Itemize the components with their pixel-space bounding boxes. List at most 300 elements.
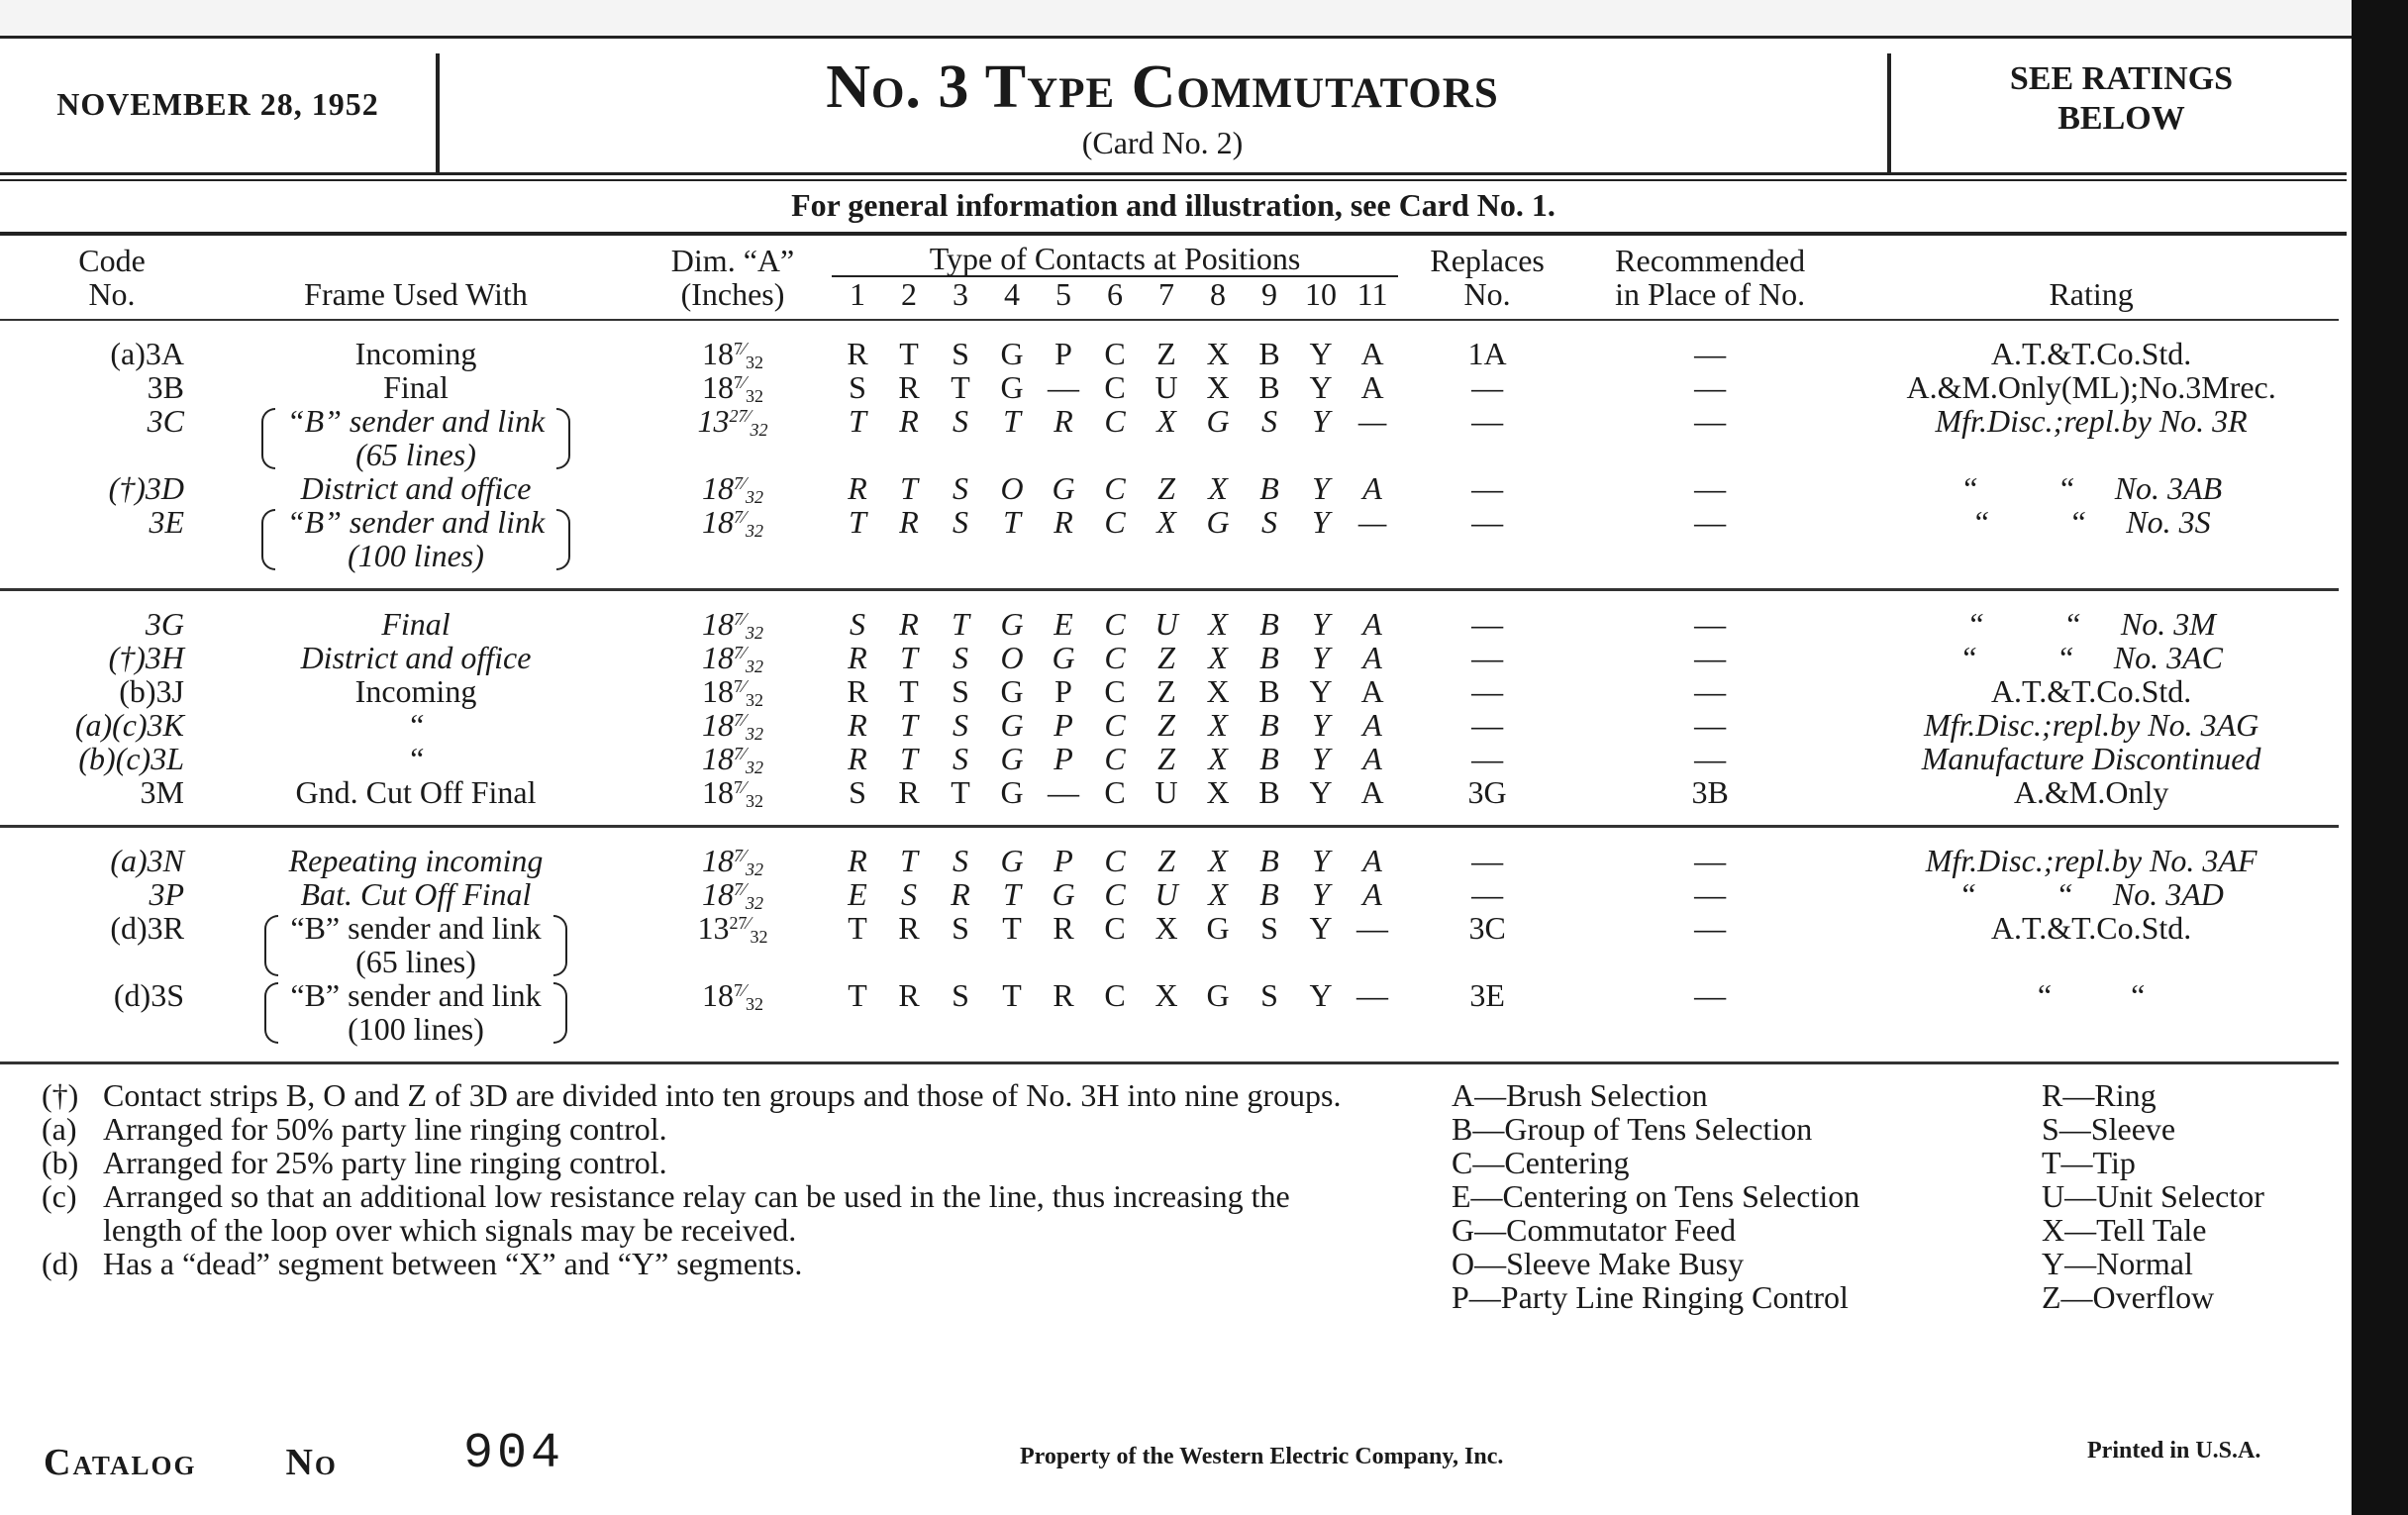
fraction-slash: ⁄ — [747, 913, 751, 933]
contact-type: A — [1362, 640, 1382, 675]
contact-type: C — [1104, 336, 1126, 371]
brace-group — [264, 911, 566, 978]
recommended-in-place-of: — — [1694, 707, 1727, 743]
contact-type: R — [1054, 403, 1073, 439]
recommended-in-place-of: — — [1694, 876, 1727, 912]
contact-type: X — [1141, 505, 1192, 590]
code-number: (b)(c)3L — [78, 741, 184, 776]
replaces-no: — — [1471, 640, 1504, 675]
contact-type: S — [953, 470, 968, 506]
contact-type: R — [1038, 978, 1089, 1063]
frame-used-with — [198, 674, 634, 708]
dim-num: 7 — [733, 777, 743, 797]
position-header: 11 — [1347, 276, 1398, 320]
dim-a — [634, 877, 832, 911]
contact-type: T — [1003, 876, 1021, 912]
footnotes — [0, 1078, 1376, 1314]
recommended-in-place-of: — — [1694, 470, 1727, 506]
see-ratings-line2: BELOW — [2057, 100, 2185, 137]
contact-type: U — [1141, 775, 1192, 827]
frame-line2: (65 lines) — [355, 437, 476, 472]
contact-type: T — [832, 505, 883, 590]
replaces-no: — — [1471, 673, 1504, 709]
top-border — [0, 0, 2352, 39]
contact-type: X — [1141, 978, 1192, 1063]
table-row — [0, 775, 2339, 827]
contact-type: — — [1356, 910, 1389, 946]
table-row — [0, 708, 2339, 742]
code-number: 3G — [145, 606, 184, 642]
rule — [0, 172, 2347, 175]
col-code-line1: Code — [78, 243, 146, 278]
contact-type: Y — [1312, 707, 1330, 743]
col-replaces-line2: No. — [1463, 276, 1511, 312]
contact-type: S — [953, 640, 968, 675]
contact-type: O — [1000, 470, 1024, 506]
footnote — [42, 1078, 1376, 1112]
replaces-no: — — [1471, 876, 1504, 912]
frame-text: Final — [383, 369, 449, 405]
footnote — [42, 1112, 1376, 1146]
footnote-mark: (c) — [42, 1178, 77, 1214]
frame-used-with — [198, 978, 634, 1063]
col-dim-line2: (Inches) — [680, 276, 785, 312]
table-row — [0, 505, 2339, 590]
dim-den: 32 — [746, 690, 763, 710]
contact-type: X — [1192, 775, 1244, 827]
legend-item: U—Unit Selector — [2042, 1178, 2264, 1214]
legend-item: X—Tell Tale — [2042, 1212, 2207, 1248]
recommended-in-place-of: — — [1694, 741, 1727, 776]
see-ratings — [1891, 36, 2352, 172]
contact-type: B — [1258, 673, 1280, 709]
frame-line1: “B” sender and link — [286, 403, 546, 439]
code-number: (d)3R — [110, 910, 184, 946]
col-dim — [634, 242, 832, 320]
footnote-mark: (d) — [42, 1246, 79, 1281]
contact-type: Y — [1312, 470, 1330, 506]
contact-type: T — [899, 336, 919, 371]
contact-type: Z — [1157, 741, 1175, 776]
contact-type: Y — [1309, 336, 1333, 371]
frame-line2: (100 lines) — [348, 1011, 484, 1047]
rating: “ “ No. 3S — [1844, 505, 2339, 590]
contact-type: P — [1054, 741, 1073, 776]
contact-type: T — [986, 978, 1038, 1063]
contact-type: Z — [1156, 336, 1176, 371]
contact-type: G — [1000, 606, 1024, 642]
frame-text: Gnd. Cut Off Final — [295, 774, 537, 810]
contact-type: S — [953, 843, 968, 878]
contact-type: P — [1054, 707, 1073, 743]
contact-type: Y — [1312, 403, 1330, 439]
contact-type: Y — [1312, 876, 1330, 912]
footnote — [42, 1146, 1376, 1179]
legend-item: O—Sleeve Make Busy — [1452, 1246, 1745, 1281]
contact-type: R — [883, 978, 935, 1063]
table-body — [0, 320, 2339, 1063]
dim-a — [634, 370, 832, 404]
dim-den: 32 — [750, 420, 768, 440]
col-rating: Rating — [1844, 242, 2339, 320]
contact-type: A — [1362, 606, 1382, 642]
contact-type: R — [951, 876, 970, 912]
code-number: 3C — [147, 403, 184, 439]
position-header: 5 — [1038, 276, 1089, 320]
fraction-slash: ⁄ — [747, 406, 751, 426]
dim-num: 7 — [733, 710, 743, 730]
frame-used-with — [198, 590, 634, 642]
dim-num: 7 — [733, 372, 743, 392]
contact-type: C — [1089, 775, 1141, 827]
position-header: 2 — [883, 276, 935, 320]
position-header: 7 — [1141, 276, 1192, 320]
dim-den: 32 — [746, 791, 763, 811]
contact-type: B — [1259, 606, 1279, 642]
contact-type: T — [952, 606, 969, 642]
contact-type: C — [1104, 470, 1126, 506]
replaces-no: — — [1471, 741, 1504, 776]
contact-type: S — [952, 336, 969, 371]
frame-text: Repeating incoming — [288, 843, 544, 878]
contact-type: Y — [1309, 673, 1333, 709]
dim-den: 32 — [746, 521, 763, 541]
dim-den: 32 — [746, 623, 763, 643]
dim-a — [634, 708, 832, 742]
contact-type: C — [1104, 673, 1126, 709]
code-number: 3M — [0, 775, 198, 827]
contact-type: T — [900, 470, 918, 506]
rating: “ “ — [1844, 978, 2339, 1063]
catalog-label — [44, 1441, 338, 1484]
replaces-no: — — [1471, 470, 1504, 506]
frame-used-with — [198, 370, 634, 404]
dim-a — [634, 505, 832, 590]
brace-group — [261, 404, 570, 471]
fraction-slash: ⁄ — [742, 710, 746, 730]
dim-num: 7 — [733, 879, 743, 899]
fraction-slash: ⁄ — [742, 372, 746, 392]
contact-type: G — [1000, 741, 1024, 776]
contact-type: T — [935, 775, 986, 827]
card-date: NOVEMBER 28, 1952 — [56, 85, 379, 122]
card-number: (Card No. 2) — [1081, 125, 1244, 160]
rating: A.&M.Only(ML);No.3Mrec. — [1906, 369, 2276, 405]
see-ratings-line1: SEE RATINGS — [2009, 60, 2234, 97]
code-number: 3B — [147, 369, 184, 405]
table-row — [0, 320, 2339, 370]
contact-type: S — [901, 876, 917, 912]
contact-type: Y — [1295, 505, 1347, 590]
dim-den: 32 — [746, 994, 763, 1014]
contact-type: G — [1192, 505, 1244, 590]
code-number: (†)3D — [108, 470, 184, 506]
table-row — [0, 911, 2339, 978]
replaces-no: — — [1471, 707, 1504, 743]
position-header: 4 — [986, 276, 1038, 320]
frame-used-with — [198, 641, 634, 674]
rating: “ “ No. 3AC — [1959, 640, 2224, 675]
contact-type: A — [1362, 876, 1382, 912]
dim-num: 7 — [733, 507, 743, 527]
frame-text: Final — [381, 606, 451, 642]
contact-type: T — [951, 369, 970, 405]
contact-type: Y — [1295, 978, 1347, 1063]
contact-type: U — [1154, 369, 1178, 405]
legend-item: G—Commutator Feed — [1452, 1212, 1737, 1248]
contact-type: S — [953, 403, 968, 439]
contact-type: — — [1357, 403, 1387, 439]
contact-type: P — [1054, 843, 1073, 878]
contact-type: X — [1208, 707, 1228, 743]
dim-num: 7 — [733, 676, 743, 696]
dim-a — [634, 590, 832, 642]
dim-whole: 18 — [701, 774, 734, 810]
fraction-slash: ⁄ — [742, 879, 746, 899]
dim-a — [634, 827, 832, 878]
contact-type: R — [847, 673, 868, 709]
dim-den: 32 — [746, 859, 763, 879]
contact-type: X — [1208, 876, 1228, 912]
dim-den: 32 — [746, 893, 763, 913]
contact-type: R — [898, 910, 920, 946]
contact-type: R — [1053, 910, 1074, 946]
contact-type: Z — [1157, 640, 1175, 675]
dim-whole: 18 — [701, 876, 734, 912]
legend-item: A—Brush Selection — [1452, 1077, 1708, 1113]
contact-type: R — [898, 369, 920, 405]
code-number: (d)3S — [0, 978, 198, 1063]
footer-notes-area — [0, 1078, 2339, 1314]
dim-den: 32 — [746, 656, 763, 676]
table-row — [0, 877, 2339, 911]
contact-type: T — [1003, 403, 1021, 439]
contact-type: E — [848, 876, 867, 912]
contact-type: B — [1259, 876, 1279, 912]
frame-used-with — [198, 404, 634, 471]
col-recommended-line1: Recommended — [1615, 243, 1806, 278]
dim-a — [634, 641, 832, 674]
table-row — [0, 641, 2339, 674]
contact-type: C — [1104, 640, 1126, 675]
rating: Manufacture Discontinued — [1921, 741, 2261, 776]
contact-type: C — [1089, 505, 1141, 590]
rating: A.&M.Only — [1844, 775, 2339, 827]
contact-type: R — [883, 775, 935, 827]
contact-type: T — [832, 978, 883, 1063]
recommended-in-place-of: — — [1694, 910, 1727, 946]
frame-used-with — [198, 505, 634, 590]
contact-type: C — [1104, 707, 1126, 743]
replaces-no: — — [1398, 505, 1576, 590]
rule — [0, 179, 2347, 181]
rating: “ “ No. 3M — [1966, 606, 2216, 642]
legend-item: R—Ring — [2042, 1077, 2157, 1113]
contact-type: S — [832, 775, 883, 827]
brace-group — [264, 978, 566, 1046]
printed-in: Printed in U.S.A. — [2087, 1438, 2261, 1464]
fraction-slash: ⁄ — [742, 507, 746, 527]
contact-type: Y — [1312, 741, 1330, 776]
dim-whole: 18 — [701, 606, 734, 642]
contact-type: S — [935, 505, 986, 590]
contact-type: A — [1360, 336, 1384, 371]
fraction-slash: ⁄ — [742, 609, 746, 629]
contact-type: C — [1104, 910, 1126, 946]
recommended-in-place-of: — — [1576, 505, 1844, 590]
contact-type: G — [1000, 369, 1024, 405]
contact-type: C — [1104, 741, 1126, 776]
frame-text: District and office — [300, 470, 532, 506]
contact-type: R — [848, 707, 867, 743]
rating: A.T.&T.Co.Std. — [1990, 673, 2192, 709]
contact-type: G — [1000, 843, 1024, 878]
frame-line2: (100 lines) — [348, 538, 484, 573]
contact-type: G — [1206, 403, 1230, 439]
catalog-number: 904 — [463, 1426, 565, 1482]
dim-whole: 18 — [701, 504, 734, 540]
table-row — [0, 827, 2339, 878]
contact-type: T — [900, 707, 918, 743]
contact-type: Y — [1312, 843, 1330, 878]
contact-type: S — [850, 606, 865, 642]
contact-type: T — [900, 741, 918, 776]
contact-type: P — [1054, 673, 1072, 709]
table-row — [0, 590, 2339, 642]
contact-type: R — [848, 741, 867, 776]
contact-type: A — [1362, 843, 1382, 878]
footnote-text: Has a “dead” segment between “X” and “Y” segments. — [103, 1246, 803, 1281]
contact-type: B — [1259, 843, 1279, 878]
contact-type: T — [849, 403, 866, 439]
scan-edge — [2352, 0, 2408, 1515]
contact-type: X — [1206, 369, 1230, 405]
contact-type: C — [1104, 876, 1126, 912]
dim-whole: 18 — [701, 741, 734, 776]
contact-type: X — [1208, 843, 1228, 878]
legend-item: P—Party Line Ringing Control — [1452, 1279, 1849, 1315]
dim-whole: 18 — [701, 369, 734, 405]
frame-used-with — [198, 827, 634, 878]
frame-used-with — [198, 708, 634, 742]
dim-num: 27 — [729, 913, 748, 933]
col-dim-line1: Dim. “A” — [670, 243, 795, 278]
replaces-no: 3C — [1468, 910, 1506, 946]
code-number: 3E — [0, 505, 198, 590]
recommended-in-place-of: — — [1576, 978, 1844, 1063]
contact-type: Y — [1312, 606, 1330, 642]
col-code — [0, 242, 198, 320]
table-row — [0, 978, 2339, 1063]
legend-item: C—Centering — [1452, 1145, 1630, 1180]
contact-type: G — [986, 775, 1038, 827]
footnote-mark: (†) — [42, 1077, 79, 1113]
dim-whole: 18 — [701, 977, 734, 1013]
position-header: 6 — [1089, 276, 1141, 320]
code-number: (b)3J — [119, 673, 184, 709]
contact-type: O — [1000, 640, 1024, 675]
contact-type: T — [848, 910, 867, 946]
contact-type: — — [1038, 775, 1089, 827]
legend-item: Z—Overflow — [2042, 1279, 2215, 1315]
dim-whole: 18 — [701, 470, 734, 506]
table-row — [0, 742, 2339, 775]
dim-num: 27 — [729, 406, 748, 426]
dim-a — [634, 911, 832, 978]
dim-whole: 13 — [697, 910, 730, 946]
dim-a — [634, 674, 832, 708]
contact-type: S — [952, 673, 969, 709]
position-header: 10 — [1295, 276, 1347, 320]
dim-whole: 18 — [701, 673, 734, 709]
contact-type: Y — [1309, 369, 1333, 405]
contact-type: R — [848, 640, 867, 675]
fraction-slash: ⁄ — [742, 643, 746, 662]
contact-type: B — [1258, 336, 1280, 371]
dim-num: 7 — [733, 744, 743, 763]
dim-num: 7 — [733, 846, 743, 865]
contact-type: R — [899, 606, 919, 642]
legend-item: T—Tip — [2042, 1145, 2136, 1180]
position-header: 9 — [1244, 276, 1295, 320]
contact-type: P — [1054, 336, 1072, 371]
table-row — [0, 404, 2339, 471]
contact-type: — — [1347, 505, 1398, 590]
fraction-slash: ⁄ — [742, 339, 746, 358]
legend-item: Y—Normal — [2042, 1246, 2193, 1281]
contact-type: U — [1154, 606, 1178, 642]
col-recommended-line2: in Place of No. — [1615, 276, 1806, 312]
rule — [0, 232, 2347, 236]
position-header: 3 — [935, 276, 986, 320]
fraction-slash: ⁄ — [742, 473, 746, 493]
rating: “ “ No. 3AD — [1958, 876, 2224, 912]
contact-type: Y — [1309, 910, 1333, 946]
contact-type: C — [1104, 843, 1126, 878]
contact-type: Z — [1157, 843, 1175, 878]
contact-type: C — [1104, 606, 1126, 642]
code-number: (a)3N — [110, 843, 184, 878]
legend-left — [1452, 1078, 2006, 1314]
frame-used-with — [198, 775, 634, 827]
contact-type: G — [1000, 673, 1024, 709]
footnote-text: Arranged so that an additional low resistance relay can be used in the line, thus increasing the length of the loop over which signals may be received. — [103, 1178, 1290, 1248]
frame-used-with — [198, 877, 634, 911]
dim-a — [634, 404, 832, 471]
frame-line1: “B” sender and link — [286, 504, 546, 540]
contact-type: Y — [1312, 640, 1330, 675]
dim-den: 32 — [746, 487, 763, 507]
frame-text: Incoming — [354, 336, 477, 371]
frame-line2: (65 lines) — [355, 944, 476, 979]
contact-type: Z — [1156, 673, 1176, 709]
legend-item: E—Centering on Tens Selection — [1452, 1178, 1860, 1214]
contact-type: S — [1244, 505, 1295, 590]
contact-type: X — [1206, 673, 1230, 709]
dim-num: 7 — [733, 339, 743, 358]
fraction-slash: ⁄ — [742, 676, 746, 696]
rating: Mfr.Disc.;repl.by No. 3AF — [1925, 843, 2258, 878]
col-recommended — [1576, 242, 1844, 320]
recommended-in-place-of: — — [1694, 673, 1727, 709]
contact-type: A — [1360, 369, 1384, 405]
footnote — [42, 1179, 1376, 1247]
contact-type: T — [1002, 910, 1022, 946]
dim-den: 32 — [750, 927, 768, 947]
contact-type: X — [1206, 336, 1230, 371]
contact-type: S — [953, 741, 968, 776]
code-number: (a)(c)3K — [74, 707, 184, 743]
